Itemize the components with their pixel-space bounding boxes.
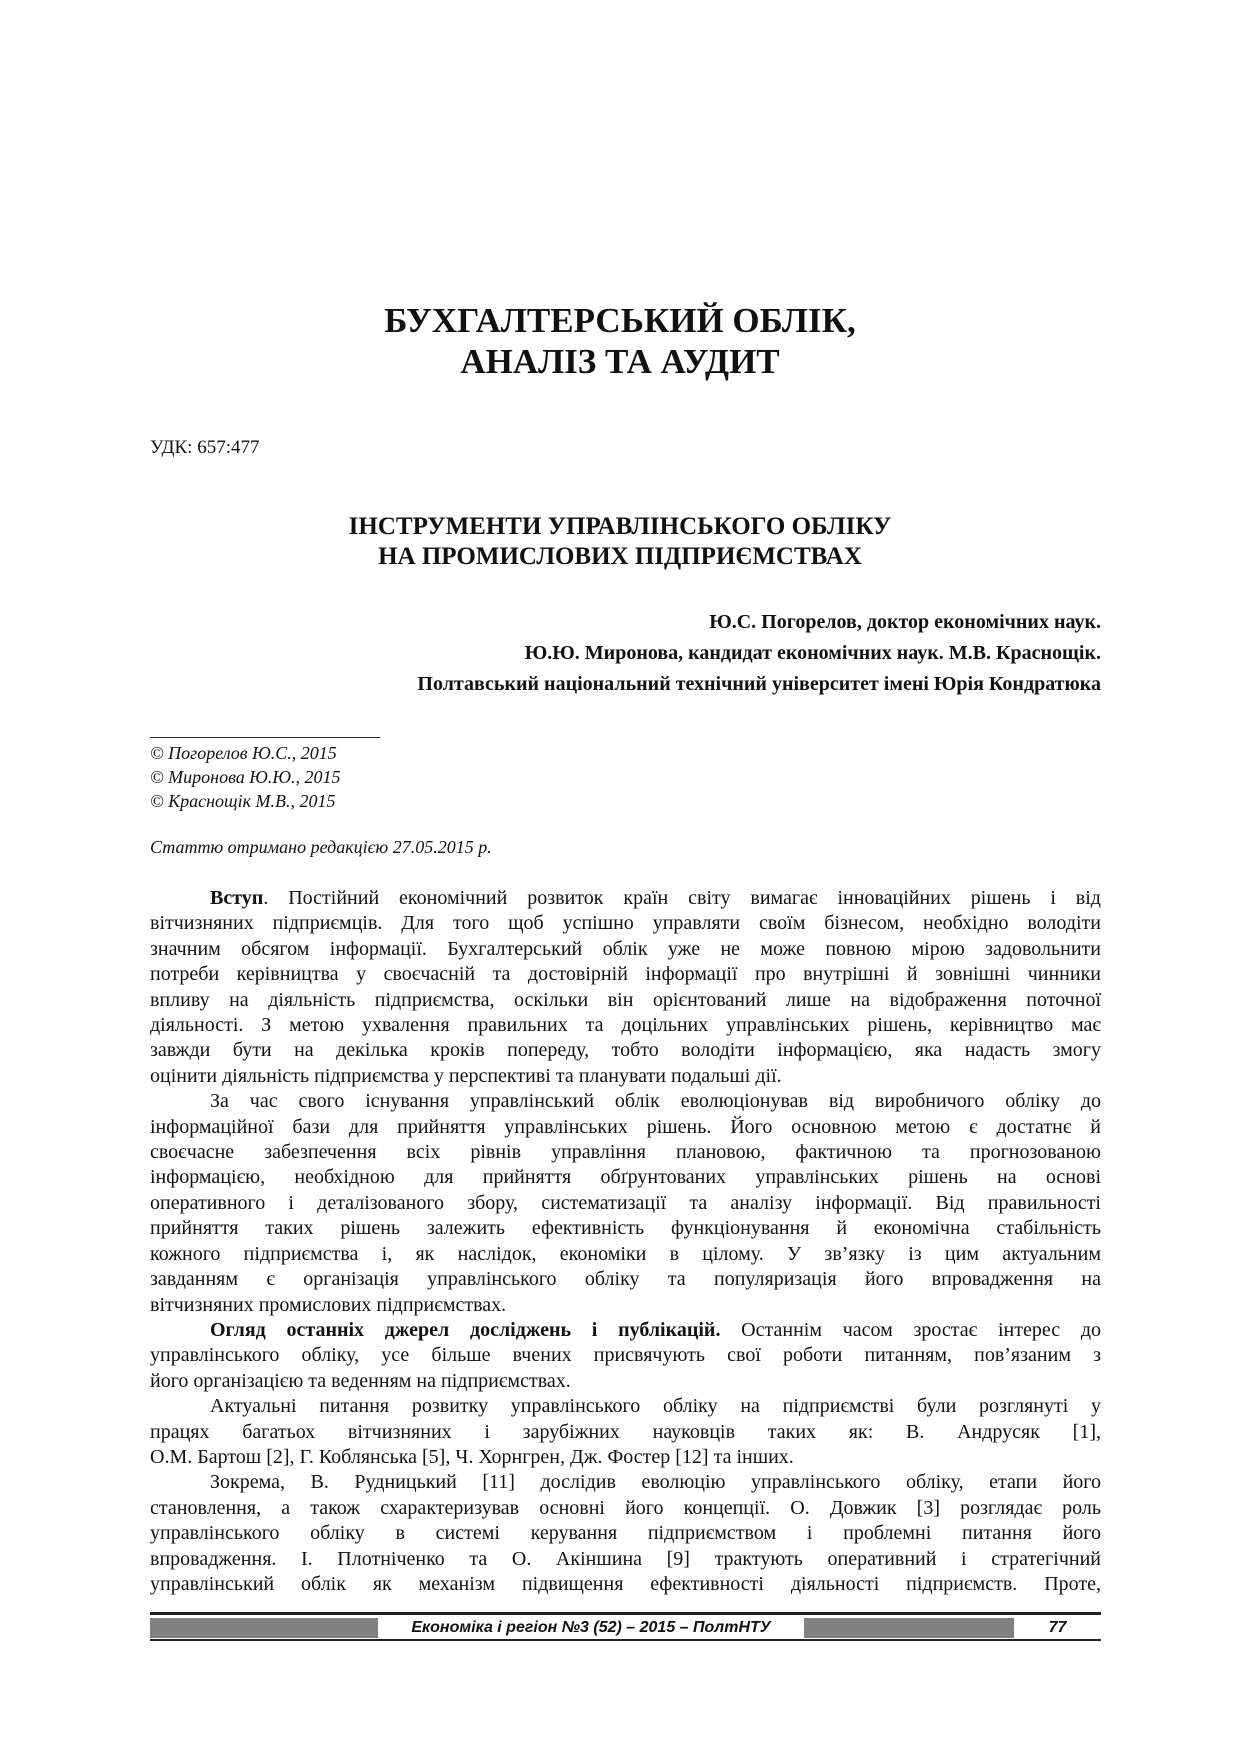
paragraph <box>150 1089 1101 1318</box>
text-line <box>150 1038 1101 1063</box>
text-line <box>150 1165 1101 1190</box>
line-text: оцінити діяльність підприємства у перспективі та планувати подальші дії. <box>150 1064 782 1087</box>
line-text: інформацією, необхідною для прийняття обґрунтованих управлінських рішень на основі <box>150 1166 1101 1189</box>
journal-name: Економіка і регіон №3 (52) – 2015 – ПолтНТУ <box>411 1619 771 1636</box>
article-title <box>0 512 1240 572</box>
article-body <box>150 886 1101 1597</box>
affiliation: Полтавський національний технічний університет імені Юрія Кондратюка <box>417 673 1101 695</box>
text-line <box>150 911 1101 936</box>
line-text: Актуальні питання розвитку управлінського обліку на підприємстві були розглянуті у <box>210 1395 1101 1418</box>
text-line <box>150 1318 1101 1343</box>
line-text: інформаційної бази для прийняття управлінських рішень. Його основною метою є достатнє й <box>150 1115 1101 1138</box>
author-line: Ю.Ю. Миронова, кандидат економічних наук. М.В. Краснощік. <box>524 642 1101 664</box>
text-line <box>150 1343 1101 1368</box>
paragraph <box>150 1394 1101 1470</box>
article-title-line: ІНСТРУМЕНТИ УПРАВЛІНСЬКОГО ОБЛІКУ <box>348 513 892 540</box>
line-text: вітчизняних підприємців. Для того щоб успішно управляти своїм бізнесом, необхідно володіти <box>150 912 1101 935</box>
section-title-line: АНАЛІЗ ТА АУДИТ <box>460 342 780 381</box>
line-text: завжди бути на декілька кроків попереду, тобто володіти інформацією, яка надасть змогу <box>150 1039 1101 1062</box>
line-text: управлінський облік як механізм підвищення ефективності діяльності підприємств. Проте, <box>150 1572 1101 1595</box>
paragraph-lead: Огляд останніх джерел досліджень і публікацій. <box>210 1318 721 1341</box>
text-line <box>150 1013 1101 1038</box>
text-line <box>150 1267 1101 1292</box>
text-line <box>150 1470 1101 1495</box>
text-line <box>150 1521 1101 1546</box>
line-text: О.М. Бартош [2], Г. Коблянська [5], Ч. Хорнгрен, Дж. Фостер [12] та інших. <box>150 1445 794 1468</box>
copyright-line: © Погорелов Ю.С., 2015 <box>150 743 337 763</box>
line-text: його організацією та веденням на підприємствах. <box>150 1369 571 1392</box>
line-text: кожного підприємства і, як наслідок, економіки в цілому. У зв’язку із цим актуальним <box>150 1242 1101 1265</box>
footnote-divider <box>150 737 380 738</box>
received-date: Статтю отримано редакцією 27.05.2015 р. <box>150 837 492 857</box>
line-text: завданням є організація управлінського обліку та популяризація його впровадження на <box>150 1268 1101 1291</box>
text-line <box>150 1089 1101 1114</box>
text-line <box>150 1420 1101 1445</box>
line-text: . Постійний економічний розвиток країн світу вимагає інноваційних рішень і від <box>263 887 1101 909</box>
line-text: оперативного і деталізованого збору, систематизації та аналізу інформації. Від правильності <box>150 1191 1101 1214</box>
line-text: становлення, а також схарактеризував основні його концепції. О. Довжик [3] розглядає роль <box>150 1496 1101 1519</box>
section-title <box>0 300 1240 382</box>
text-line <box>150 1064 1101 1089</box>
text-line <box>150 886 1101 911</box>
text-line <box>150 988 1101 1013</box>
article-title-line: НА ПРОМИСЛОВИХ ПІДПРИЄМСТВАХ <box>378 543 862 570</box>
text-line <box>150 937 1101 962</box>
copyright-notes <box>150 741 340 813</box>
text-line <box>150 1369 1101 1394</box>
line-text: управлінського обліку, усе більше вчених присвячують свої роботи питанням, пов’язаним з <box>150 1344 1101 1367</box>
section-title-line: БУХГАЛТЕРСЬКИЙ ОБЛІК, <box>384 301 856 340</box>
copyright-line: © Краснощік М.В., 2015 <box>150 791 336 811</box>
text-line <box>150 1496 1101 1521</box>
line-text: впровадження. І. Плотніченко та О. Акіншина [9] трактують оперативний і стратегічний <box>150 1547 1101 1570</box>
footer-bar-right <box>804 1618 1014 1638</box>
author-line: Ю.С. Погорелов, доктор економічних наук. <box>709 611 1101 633</box>
text-line <box>150 1242 1101 1267</box>
udc-code: УДК: 657:477 <box>150 437 260 458</box>
footer-bar-left <box>150 1618 378 1638</box>
authors <box>150 607 1101 700</box>
line-text: впливу на діяльність підприємства, оскільки він орієнтований лише на відображення поточної <box>150 988 1101 1011</box>
line-text: працях багатьох вітчизняних і зарубіжних науковців таких як: В. Андрусяк [1], <box>150 1420 1101 1443</box>
text-line <box>150 1547 1101 1572</box>
text-line <box>150 1394 1101 1419</box>
page-footer <box>150 1612 1101 1641</box>
paragraph-lead: Вступ <box>210 887 264 909</box>
paragraph <box>150 1318 1101 1394</box>
text-line <box>150 1293 1101 1318</box>
line-text: діяльності. З метою ухвалення правильних та доцільних управлінських рішень, керівництво має <box>150 1014 1101 1037</box>
copyright-line: © Миронова Ю.Ю., 2015 <box>150 767 341 787</box>
text-line <box>150 1115 1101 1140</box>
line-text: Зокрема, В. Рудницький [11] дослідив еволюцію управлінського обліку, етапи його <box>210 1471 1101 1494</box>
page-number: 77 <box>1048 1619 1067 1636</box>
footer-rule <box>150 1639 1101 1641</box>
line-text: потреби керівництва у своєчасній та достовірній інформації про внутрішні й зовнішні чинники <box>150 963 1101 986</box>
line-text: прийняття таких рішень залежить ефективність функціонування й економічна стабільність <box>150 1217 1101 1240</box>
paragraph <box>150 1470 1101 1597</box>
text-line <box>150 1445 1101 1470</box>
line-text: управлінського обліку в системі керування підприємством і проблемні питання його <box>150 1522 1101 1545</box>
line-text: За час свого існування управлінський облік еволюціонував від виробничого обліку до <box>210 1090 1101 1113</box>
line-text: своєчасне забезпечення всіх рівнів управління плановою, фактичною та прогнозованою <box>150 1141 1101 1164</box>
line-text: Останнім часом зростає інтерес до <box>720 1318 1101 1341</box>
paragraph <box>150 886 1101 1089</box>
text-line <box>150 1140 1101 1165</box>
text-line <box>150 962 1101 987</box>
text-line <box>150 1216 1101 1241</box>
text-line <box>150 1572 1101 1597</box>
text-line <box>150 1191 1101 1216</box>
line-text: вітчизняних промислових підприємствах. <box>150 1293 507 1316</box>
line-text: значним обсягом інформації. Бухгалтерський облік уже не може повною мірою задовольнити <box>150 937 1101 960</box>
